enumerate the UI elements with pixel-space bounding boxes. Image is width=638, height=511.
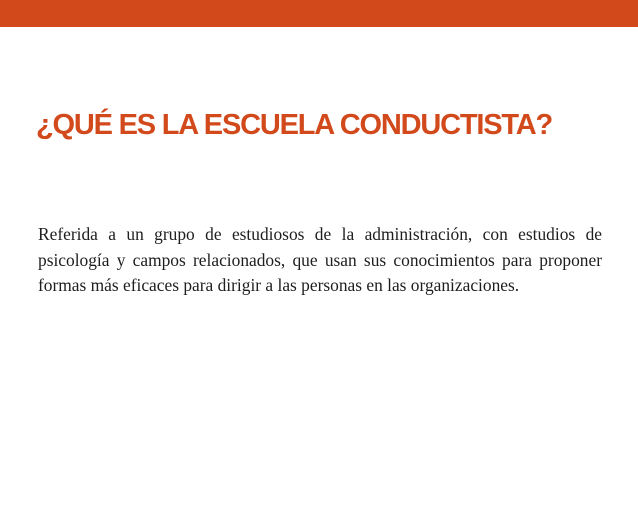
top-accent-bar xyxy=(0,0,638,27)
slide-title: ¿QUÉ ES LA ESCUELA CONDUCTISTA? xyxy=(36,109,552,141)
slide-body-text: Referida a un grupo de estudiosos de la administración, con estudios de psicología y campos relacionados, que usan sus conocimientos para proponer formas más eficaces para dirigir a las personas en las organizaciones. xyxy=(38,224,602,295)
